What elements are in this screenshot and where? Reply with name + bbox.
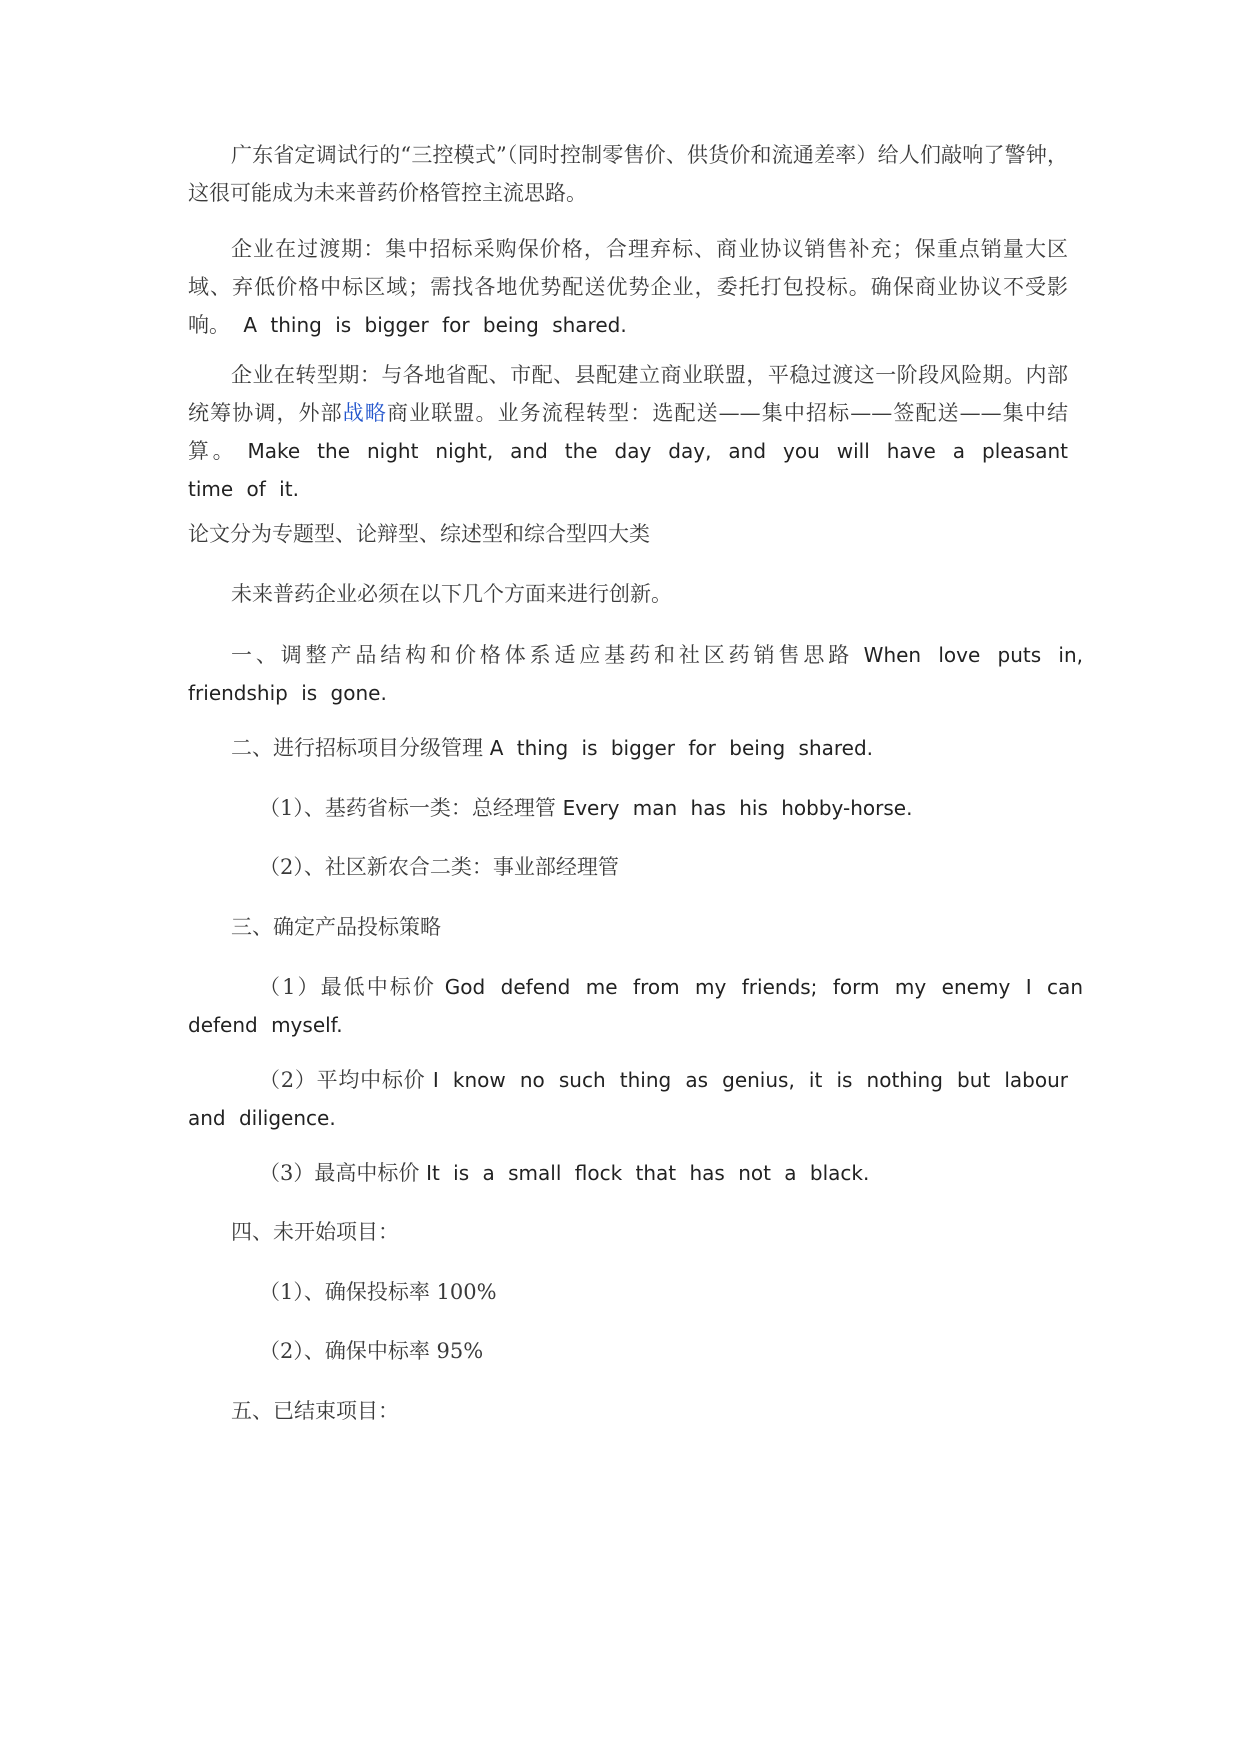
list-item-text: 四、未开始项目： <box>231 1220 399 1244</box>
list-item-text: （2）、确保中标率 95% <box>259 1339 484 1363</box>
list-item-text: 三、确定产品投标策略 <box>231 915 441 939</box>
english-quote: I know no such thing as genius, it is nothing but labour and diligence. <box>188 1068 1068 1130</box>
list-item-text: 一、调整产品结构和价格体系适应基药和社区药销售思路 <box>231 643 854 667</box>
list-item-2 <box>188 729 1068 767</box>
list-item-1 <box>188 636 1083 712</box>
paragraph-three-control-mode <box>188 136 1068 212</box>
paragraph-paper-types <box>188 515 1068 553</box>
paragraph-text: 商业联盟。业务流程转型：选配送——集中招标——签配送——集中结算。 <box>188 401 1069 463</box>
list-item-5 <box>188 1392 1068 1430</box>
paragraph-text: 论文分为专题型、论辩型、综述型和综合型四大类 <box>188 522 650 546</box>
list-item-2-2 <box>188 848 1068 886</box>
list-item-text: （1）、基药省标一类：总经理管 <box>259 796 556 820</box>
list-item-3-3 <box>188 1154 1068 1192</box>
english-quote: God defend me from my friends; form my enemy I can defend myself. <box>188 975 1083 1037</box>
paragraph-text: 未来普药企业必须在以下几个方面来进行创新。 <box>231 582 672 606</box>
english-quote: When love puts in, friendship is gone. <box>188 643 1083 705</box>
list-item-text: 二、进行招标项目分级管理 <box>231 736 483 760</box>
list-item-3-2 <box>188 1061 1068 1137</box>
list-item-4-1 <box>188 1273 1068 1311</box>
list-item-text: （2）、社区新农合二类：事业部经理管 <box>259 855 619 879</box>
list-item-text: （1）、确保投标率 100% <box>259 1280 497 1304</box>
list-item-text: 五、已结束项目： <box>231 1399 399 1423</box>
list-item-2-1 <box>188 789 1068 827</box>
english-quote: A thing is bigger for being shared. <box>243 313 627 337</box>
paragraph-innovation-intro <box>188 575 1068 613</box>
list-item-4 <box>188 1213 1068 1251</box>
english-quote: A thing is bigger for being shared. <box>489 736 874 760</box>
list-item-text: （2）平均中标价 <box>259 1068 426 1092</box>
paragraph-text: 企业在转型期：与各地省配、市配、县配建立商业联盟，平稳过渡这一阶段风险期。内部统筹协调，外部 <box>188 363 1068 425</box>
paragraph-transformation-period <box>188 356 1068 508</box>
list-item-text: （3）最高中标价 <box>259 1161 420 1185</box>
list-item-3-1 <box>188 968 1083 1044</box>
paragraph-text: 企业在过渡期：集中招标采购保价格，合理弃标、商业协议销售补充；保重点销量大区域、弃低价格中标区域；需找各地优势配送优势企业，委托打包投标。确保商业协议不受影响。 <box>188 237 1068 337</box>
strategy-link[interactable]: 战略 <box>342 401 388 425</box>
list-item-4-2 <box>188 1332 1068 1370</box>
english-quote: Make the night night, and the day day, and you will have a pleasant time of it. <box>188 439 1068 501</box>
list-item-3 <box>188 908 1068 946</box>
paragraph-text: 广东省定调试行的“三控模式”（同时控制零售价、供货价和流通差率）给人们敲响了警钟，这很可能成为未来普药价格管控主流思路。 <box>188 143 1068 205</box>
paragraph-transition-period <box>188 230 1068 344</box>
english-quote: Every man has his hobby-horse. <box>562 796 913 820</box>
list-item-text: （1）最低中标价 <box>259 975 437 999</box>
english-quote: It is a small flock that has not a black. <box>426 1161 870 1185</box>
